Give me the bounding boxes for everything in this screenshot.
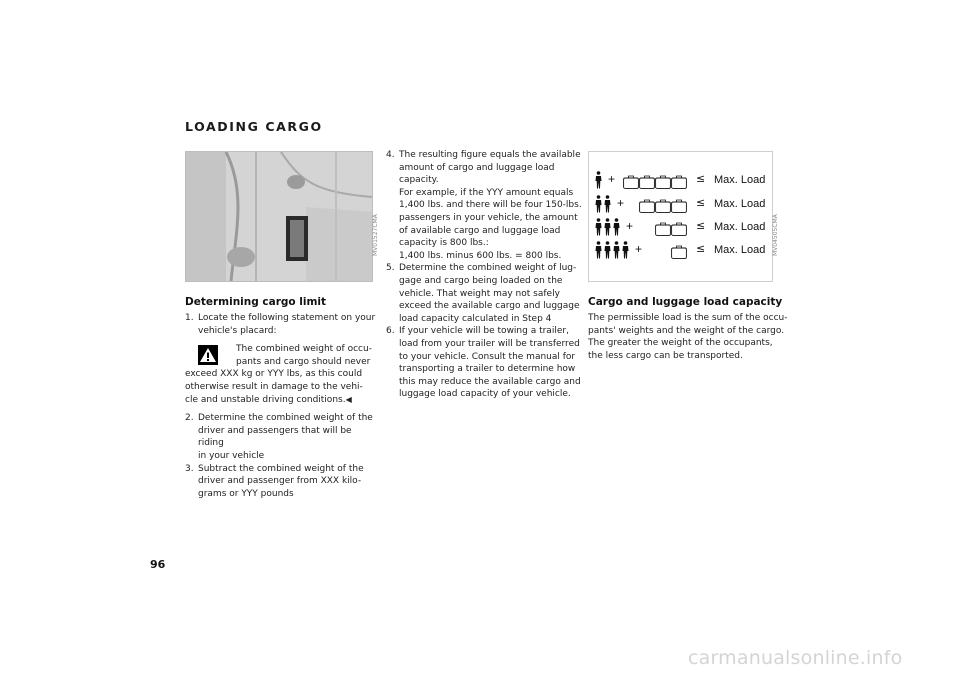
- page-number: 96: [150, 558, 166, 571]
- max-load-label: Max. Load: [714, 198, 766, 210]
- person-icon: [595, 195, 602, 217]
- plus-sign: +: [635, 242, 643, 256]
- door-placard-photo: [185, 151, 373, 282]
- max-load-label: Max. Load: [714, 244, 766, 256]
- luggage-icon: [639, 174, 655, 193]
- person-icon: [613, 218, 620, 240]
- max-load-label: Max. Load: [714, 221, 766, 233]
- person-icon: [595, 218, 602, 240]
- less-equal-sign: ≤: [696, 172, 706, 185]
- luggage-icon: [671, 244, 687, 263]
- person-icon: [604, 218, 611, 240]
- step-6: 6. If your vehicle will be towing a trailer, load from your trailer will be transferred to your vehicle. Consult the manual for transporting a trailer to determine how this may reduce the available cargo and luggage load capacity of your vehicle.: [386, 326, 581, 400]
- watermark: carmanualsonline.info: [688, 647, 903, 669]
- luggage-icon: [623, 174, 639, 193]
- load-row: [589, 218, 772, 238]
- load-row: [589, 195, 772, 215]
- section-title: LOADING CARGO: [185, 119, 323, 134]
- heading-determining-cargo-limit: Determining cargo limit: [185, 296, 327, 308]
- left-column-text: [185, 312, 380, 500]
- plus-sign: +: [626, 219, 634, 233]
- step-2: 2. Determine the combined weight of the driver and passengers that will be riding in your vehicle: [185, 413, 373, 461]
- plus-sign: +: [617, 196, 625, 210]
- door-jamb-illustration: [186, 152, 372, 281]
- person-icon: [604, 195, 611, 217]
- luggage-icon: [671, 221, 687, 240]
- less-equal-sign: ≤: [696, 219, 706, 232]
- plus-sign: +: [608, 172, 616, 186]
- step-4: 4. The resulting figure equals the available amount of cargo and luggage load capacity. For example, if the YYY amount equals 1,400 lbs. and there will be four 150-lbs. passengers in your vehicle, the amount of available cargo and luggage load capacity is 800 lbs.: 1,400 lbs. minus 600 lbs. = 800 lbs.: [386, 150, 582, 261]
- luggage-icon: [671, 174, 687, 193]
- warning-icon: [198, 345, 218, 365]
- step-3: 3. Subtract the combined weight of the driver and passenger from XXX kilo- grams or YYY pounds: [185, 463, 364, 499]
- less-equal-sign: ≤: [696, 242, 706, 255]
- step-1: 1. Locate the following statement on your vehicle's placard:: [185, 313, 376, 336]
- person-icon: [622, 241, 629, 263]
- diagram-code: MV04505CMA: [772, 214, 779, 256]
- end-mark-icon: ◀: [345, 394, 352, 404]
- luggage-icon: [655, 198, 671, 217]
- luggage-icon: [655, 174, 671, 193]
- load-row: [589, 171, 772, 191]
- middle-column-text: [386, 149, 586, 401]
- luggage-icon: [639, 198, 655, 217]
- photo-code: MV01527CMA: [372, 214, 379, 256]
- luggage-icon: [671, 198, 687, 217]
- step-5: 5. Determine the combined weight of lug- gage and cargo being loaded on the vehicle. That weight may not safely exceed the available cargo and luggage load capacity calculated in Step 4: [386, 263, 580, 324]
- less-equal-sign: ≤: [696, 196, 706, 209]
- person-icon: [595, 171, 602, 193]
- person-icon: [613, 241, 620, 263]
- luggage-icon: [655, 221, 671, 240]
- warning-block: The combined weight of occu- pants and cargo should never exceed XXX kg or YYY lbs, as this could otherwise result in damage to the vehi- cle and unstable driving conditions.◀: [185, 344, 372, 405]
- person-icon: [595, 241, 602, 263]
- max-load-label: Max. Load: [714, 174, 766, 186]
- person-icon: [604, 241, 611, 263]
- load-diagram: [588, 151, 773, 282]
- right-column-text: The permissible load is the sum of the occu- pants' weights and the weight of the cargo. The greater the weight of the occupants, the less cargo can be transported.: [588, 313, 788, 361]
- load-row: [589, 241, 772, 261]
- heading-cargo-luggage-capacity: Cargo and luggage load capacity: [588, 296, 783, 308]
